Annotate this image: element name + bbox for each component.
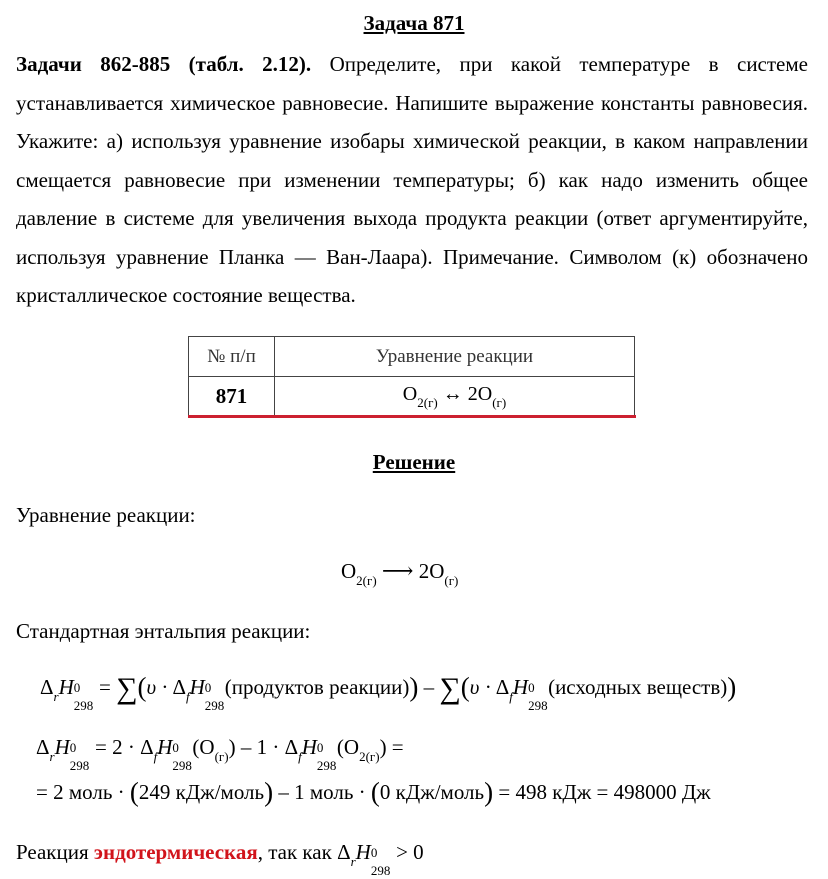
conclusion-line: Реакция эндотермическая, так как $\Delta_rH$ 0 298 > 0 bbox=[16, 840, 424, 878]
task-title: Задача 871 bbox=[363, 11, 465, 35]
task-range-label: Задачи 862-885 (табл. 2.12). bbox=[16, 52, 312, 76]
reaction-equation: $O_{2(г)}$ ⟶ $2O_{(г)}$ bbox=[341, 558, 459, 588]
reaction-label: Уравнение реакции: bbox=[16, 503, 196, 527]
solution-heading: Решение bbox=[372, 450, 456, 474]
equilibrium-arrow: ↔ bbox=[442, 382, 463, 405]
endothermic-highlight: эндотермическая bbox=[93, 840, 258, 864]
col-reaction-header: Уравнение реакции bbox=[275, 337, 635, 377]
enthalpy-calculation: $\Delta_rH$ 0 298 = $2 \cdot \Delta_fH$ 0 298 $(O_{(г)}) - 1 \cdot \Delta_fH$ 0 298 $(O_{2(г)})$ = bbox=[36, 735, 404, 773]
col-number-header: № п/п bbox=[189, 337, 275, 377]
table-accent-line bbox=[188, 415, 636, 418]
enthalpy-label: Стандартная энтальпия реакции: bbox=[16, 619, 311, 643]
table-header-row bbox=[189, 337, 635, 377]
enthalpy-result: = 2 моль · (249 кДж/моль) – 1 моль · (0 кДж/моль) = 498 кДж = 498000 Дж bbox=[36, 777, 711, 807]
task-statement bbox=[16, 45, 808, 315]
table-row bbox=[189, 377, 635, 417]
task-text: Определите, при какой температуре в системе устанавливается химическое равновесие. Напишите выражение константы равновесия. Укажите: а) используя уравнение изобары химической реакции, в каком направлении смещается равновесие при изменении температуры; б) как надо изменить общее давление в системе для увеличения выхода продукта реакции (ответ аргументируйте, используя уравнение Планка — Ван-Лаара). Примечание. Символом (к) обозначено кристаллическое состояние вещества. bbox=[16, 52, 808, 307]
enthalpy-formula: $\Delta_rH$ 0 298 = $\sum(\upsilon \cdot \Delta_fH$ 0 298 (продуктов реакции)) – $\sum(\upsilon \cdot \Delta_fH$ 0 298 (исходных веществ)) bbox=[40, 672, 737, 713]
reaction-table bbox=[188, 336, 635, 417]
sum-symbol: ∑ bbox=[116, 672, 138, 705]
row-number: 871 bbox=[189, 377, 275, 417]
row-reaction: $O_{2(г)}$ ↔ $2O_{(г)}$ bbox=[275, 377, 635, 417]
